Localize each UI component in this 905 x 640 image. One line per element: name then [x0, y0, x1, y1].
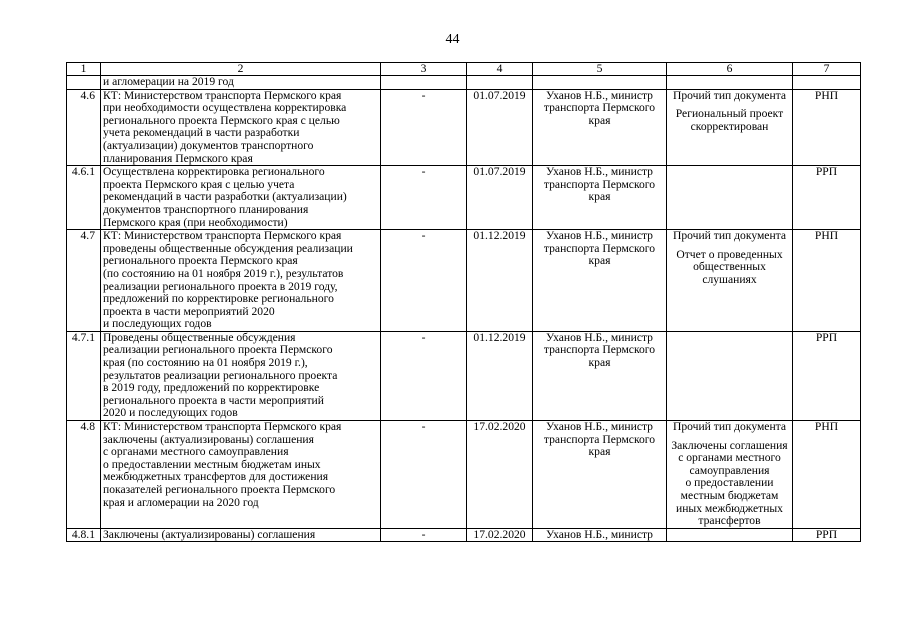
- document-desc-line: скорректирован: [690, 119, 769, 133]
- description-line: в 2019 году, предложений по корректировке: [103, 381, 320, 395]
- cell-date: 01.12.2019: [467, 331, 533, 420]
- description-line: с органами местного самоуправления: [103, 445, 289, 459]
- cell-responsible: [533, 421, 667, 529]
- responsible-line: края: [588, 445, 611, 459]
- header-cell: 1: [67, 63, 101, 76]
- cell-num: 4.8.1: [67, 528, 101, 542]
- cell-col3: -: [381, 528, 467, 542]
- cell-description: [101, 166, 381, 230]
- header-cell: 2: [101, 63, 381, 76]
- continuation-row: [67, 76, 861, 90]
- responsible-line: края: [588, 190, 611, 204]
- cell-num: 4.7: [67, 230, 101, 332]
- cell-responsible: [533, 331, 667, 420]
- header-cell: 7: [793, 63, 861, 76]
- description-line: учета рекомендаций в части разработки: [103, 126, 300, 140]
- description-line: рекомендаций в части разработки (актуализации): [103, 190, 347, 204]
- description-line: проекта Пермского края с целью учета: [103, 177, 295, 191]
- cell-level: РНП: [793, 230, 861, 332]
- description-line: проекта в части мероприятий 2020: [103, 304, 275, 318]
- cell-document: [667, 331, 793, 420]
- description-line: регионального проекта Пермского края с целью: [103, 113, 340, 127]
- top-edge: [0, 0, 905, 14]
- cell-description: [101, 230, 381, 332]
- cell-col3: -: [381, 89, 467, 166]
- cell-date: 17.02.2020: [467, 421, 533, 529]
- table-row: [67, 421, 861, 529]
- description-line: документов транспортного планирования: [103, 202, 309, 216]
- document-desc-line: самоуправления: [689, 463, 770, 477]
- cell-level: РРП: [793, 166, 861, 230]
- cell-description: [101, 528, 381, 542]
- cell-level: РРП: [793, 331, 861, 420]
- description-line: КТ: Министерством транспорта Пермского края: [103, 229, 342, 243]
- header-cell: 5: [533, 63, 667, 76]
- description-line: заключены (актуализированы) соглашения: [103, 432, 314, 446]
- description-line: (актуализации) документов транспортного: [103, 138, 314, 152]
- cell-responsible: [533, 528, 667, 542]
- document-type: Прочий тип документа: [672, 89, 787, 102]
- document-desc-line: трансфертов: [698, 514, 761, 528]
- cell-date: 17.02.2020: [467, 528, 533, 542]
- header-row: [67, 63, 861, 76]
- cell-responsible: [533, 89, 667, 166]
- cell-document: [667, 89, 793, 166]
- header-cell: 3: [381, 63, 467, 76]
- cell-level: РНП: [793, 89, 861, 166]
- responsible-line: транспорта Пермского: [543, 343, 656, 357]
- table-row: [67, 166, 861, 230]
- page-number: 44: [445, 32, 460, 47]
- document-desc-line: о предоставлении: [685, 476, 774, 490]
- description-line: результатов реализации регионального проекта: [103, 368, 338, 382]
- cell-col3: -: [381, 166, 467, 230]
- document-type: Прочий тип документа: [672, 229, 787, 243]
- description-line: 2020 и последующих годов: [103, 406, 238, 420]
- description-line: края (по состоянию на 01 ноября 2019 г.),: [103, 356, 308, 370]
- table-row: [67, 89, 861, 166]
- cell-description: [101, 331, 381, 420]
- responsible-line: транспорта Пермского: [543, 101, 656, 115]
- description-line: проведены общественные обсуждения реализации: [103, 241, 353, 255]
- cell-date: 01.12.2019: [467, 230, 533, 332]
- responsible-line: Уханов Н.Б., министр: [546, 165, 653, 179]
- responsible-line: Уханов Н.Б., министр: [546, 331, 653, 344]
- cell-date: 01.07.2019: [467, 89, 533, 166]
- description-line: края и агломерации на 2020 год: [103, 495, 259, 509]
- responsible-line: транспорта Пермского: [543, 241, 656, 255]
- description-line: предложений по корректировке регионального: [103, 292, 334, 306]
- responsible-line: Уханов Н.Б., министр: [546, 528, 653, 541]
- responsible-line: края: [588, 356, 611, 370]
- cell-document: [667, 230, 793, 332]
- document-desc-line: с органами местного: [678, 451, 781, 465]
- header-cell: 4: [467, 63, 533, 76]
- description-line: и последующих годов: [103, 317, 212, 331]
- responsible-line: Уханов Н.Б., министр: [546, 89, 653, 102]
- description-line: (по состоянию на 01 ноября 2019 г.), результатов: [103, 266, 344, 280]
- description-line: Заключены (актуализированы) соглашения: [103, 528, 316, 541]
- cell-level: РНП: [793, 421, 861, 529]
- description-line: регионального проекта в части мероприятий: [103, 393, 324, 407]
- cell-description: [101, 89, 381, 166]
- cell-description: и агломерации на 2019 год: [101, 76, 381, 90]
- cell-col3: -: [381, 230, 467, 332]
- description-line: реализации регионального проекта в 2019 году,: [103, 279, 338, 293]
- responsible-line: Уханов Н.Б., министр: [546, 229, 653, 243]
- cell-responsible: [533, 166, 667, 230]
- plan-table: [66, 62, 861, 542]
- cell-num: 4.6: [67, 89, 101, 166]
- responsible-line: транспорта Пермского: [543, 177, 656, 191]
- cell-document: [667, 528, 793, 542]
- description-line: Проведены общественные обсуждения: [103, 331, 296, 344]
- document-desc-line: Региональный проект: [675, 107, 784, 121]
- cell-num: [67, 76, 101, 90]
- table-row: [67, 230, 861, 332]
- cell-num: 4.8: [67, 421, 101, 529]
- description-line: о предоставлении местным бюджетам иных: [103, 457, 321, 471]
- responsible-line: транспорта Пермского: [543, 432, 656, 446]
- responsible-line: края: [588, 254, 611, 268]
- document-desc-line: местным бюджетам: [680, 489, 779, 502]
- table-row: [67, 528, 861, 542]
- cell-col3: -: [381, 331, 467, 420]
- cell-description: [101, 421, 381, 529]
- document-desc-line: Отчет о проведенных: [676, 247, 783, 261]
- description-line: Пермского края (при необходимости): [103, 215, 288, 229]
- description-line: регионального проекта Пермского края: [103, 254, 298, 268]
- description-line: КТ: Министерством транспорта Пермского края: [103, 89, 342, 102]
- responsible-line: Уханов Н.Б., министр: [546, 420, 653, 434]
- cell-num: 4.7.1: [67, 331, 101, 420]
- document-desc-line: общественных: [693, 260, 766, 274]
- cell-date: 01.07.2019: [467, 166, 533, 230]
- header-cell: 6: [667, 63, 793, 76]
- description-line: межбюджетных трансфертов для достижения: [103, 470, 329, 484]
- description-line: при необходимости осуществлена корректировка: [103, 101, 347, 115]
- description-line: Осуществлена корректировка регионального: [103, 165, 325, 179]
- cell-num: 4.6.1: [67, 166, 101, 230]
- responsible-line: края: [588, 113, 611, 127]
- document-type: Прочий тип документа: [672, 420, 787, 434]
- cell-col3: -: [381, 421, 467, 529]
- document-desc-line: Заключены соглашения: [671, 438, 788, 452]
- description-line: планирования Пермского края: [103, 151, 253, 165]
- description-line: КТ: Министерством транспорта Пермского края: [103, 420, 342, 434]
- document-desc-line: иных межбюджетных: [676, 501, 783, 515]
- document-desc-line: слушаниях: [702, 272, 757, 286]
- table-row: [67, 331, 861, 420]
- description-line: реализации регионального проекта Пермского: [103, 343, 333, 357]
- cell-document: [667, 421, 793, 529]
- cell-document: [667, 166, 793, 230]
- description-line: показателей регионального проекта Пермского: [103, 483, 336, 496]
- cell-responsible: [533, 230, 667, 332]
- cell-level: РРП: [793, 528, 861, 542]
